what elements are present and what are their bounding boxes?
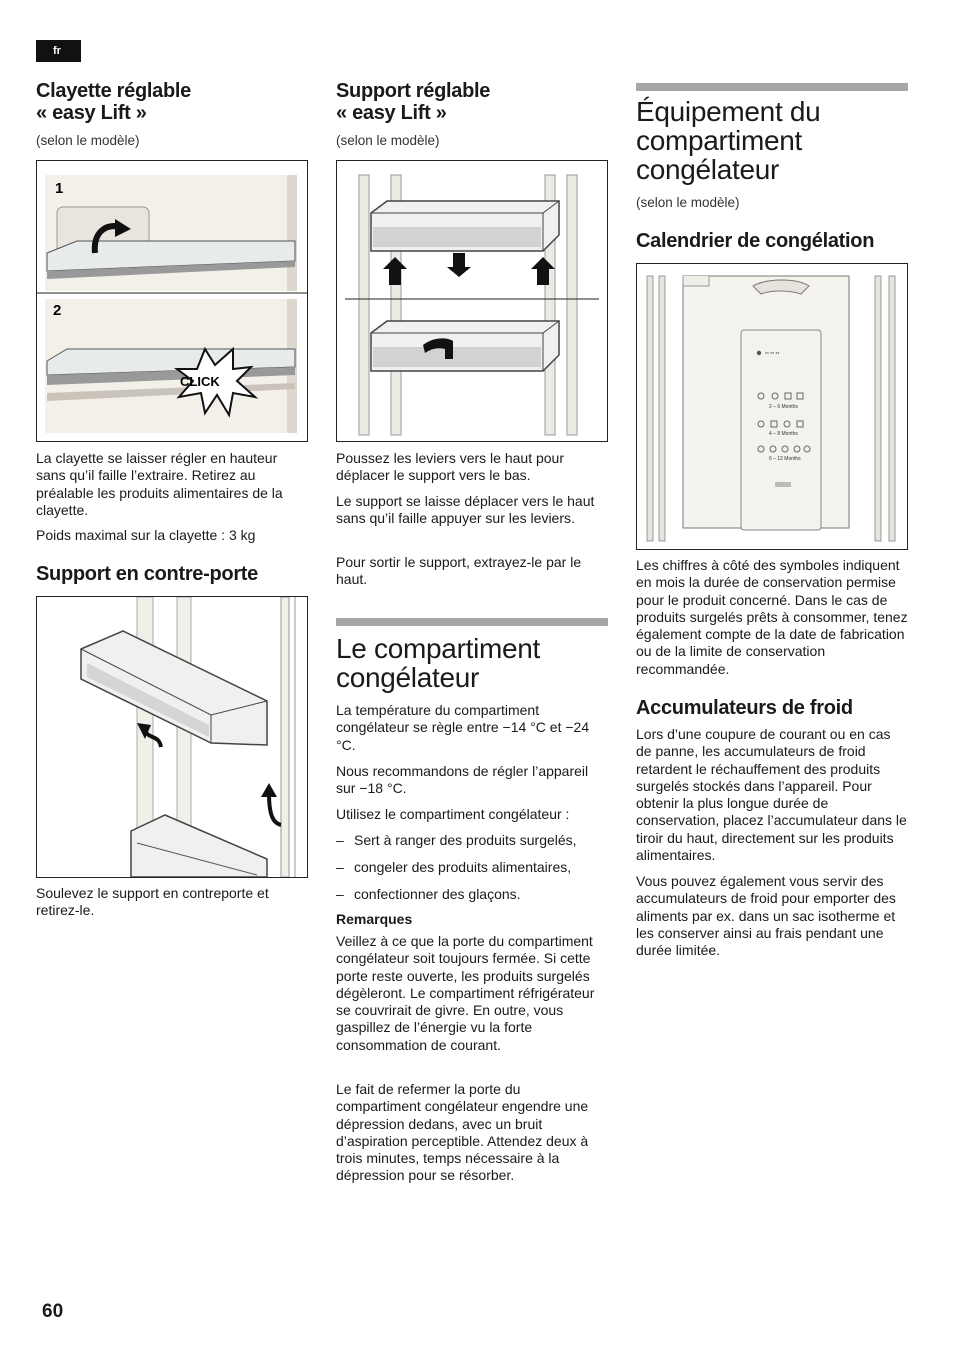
list-item: – congeler des produits alimentaires, [336, 859, 608, 886]
step-1-label: 1 [55, 180, 64, 197]
model-note: (selon le modèle) [36, 133, 140, 148]
paragraph: Veillez à ce que la porte du compartiment congélateur soit toujours fermée. Si cette porte reste ouverte, les produits surgelés dégèleront. Le compartiment réfrigérateur se couvrirait de givre. En outre, vous gaspillez de l’énergie vu la forte consommation de courant. [336, 933, 595, 1053]
heading-calendrier: Calendrier de congélation [636, 230, 875, 252]
paragraph: Les chiffres à côté des symboles indiquent en mois la durée de conservation permise pour le produit concerné. Dans le cas de produits surgelés prêts à consommer, tenez également compte de la date de fabrication ou de la limite de conservation recommandée. [636, 557, 908, 677]
calendar-row-2: 4 – 8 Months [769, 431, 798, 437]
paragraph: Le fait de refermer la porte du compartiment congélateur engendre une dépression dedans, avec un bruit d’aspiration perceptible. Attendez deux à trois minutes, temps nécessaire à la dépression pour se résorber. [336, 1081, 589, 1184]
paragraph: Poids maximal sur la clayette : 3 kg [36, 527, 256, 543]
remarks-title: Remarques [336, 911, 413, 927]
list-item: – confectionner des glaçons. [336, 886, 608, 913]
page-number: 60 [42, 1301, 64, 1322]
calendar-row-3: 6 – 12 Months [769, 456, 801, 462]
heading-support-contre-porte: Support en contre-porte [36, 563, 258, 585]
paragraph: Lors d’une coupure de courant ou en cas de panne, les accumulateurs de froid retardent le réchauffement des produits surgelés stockés dans l’appareil. Pour obtenir la plus longue durée de conservation, placez l’accumulateur dans le tiroir du haut, directement sur les produits alimentaires. [636, 726, 907, 864]
list-item: – Sert à ranger des produits surgelés, [336, 832, 608, 859]
paragraph: La clayette se laisser régler en hauteur sans qu’il faille l’extraire. Retirez au préalable les produits alimentaires de la clayette. [36, 450, 283, 518]
heading-line: congélateur [336, 662, 480, 693]
heading-line: compartiment [636, 125, 803, 156]
stars-label: ** ** ** [765, 352, 780, 358]
heading-support-reglable [336, 80, 608, 124]
model-note: (selon le modèle) [336, 133, 440, 148]
heading-line: Clayette réglable [36, 80, 191, 102]
heading-line: « easy Lift » [336, 102, 447, 124]
section-rule [336, 618, 608, 626]
paragraph: La température du compartiment congélateur se règle entre −14 °C et −24 °C. [336, 702, 590, 753]
heading-accumulateurs: Accumulateurs de froid [636, 697, 853, 719]
step-2-label: 2 [53, 302, 62, 319]
model-note: (selon le modèle) [636, 195, 740, 210]
paragraph: Poussez les leviers vers le haut pour déplacer le support vers le bas. [336, 450, 564, 484]
heading-line: Le compartiment [336, 633, 541, 664]
heading-compartiment-congelateur [336, 634, 608, 692]
heading-line: Équipement du [636, 96, 821, 127]
heading-line: congélateur [636, 154, 780, 185]
section-rule [636, 83, 908, 91]
usage-list [336, 832, 608, 913]
figure-clayette [36, 160, 308, 442]
paragraph: Le support se laisse déplacer vers le haut sans qu’il faille appuyer sur les leviers. [336, 493, 595, 527]
paragraph: Vous pouvez également vous servir des accumulateurs de froid pour emporter des aliments par ex. dans un sac isotherme et les conserver ainsi au frais pendant une durée limitée. [636, 873, 896, 959]
heading-clayette [36, 80, 308, 124]
paragraph: Pour sortir le support, extrayez-le par le haut. [336, 554, 582, 588]
figure-support-reglable [336, 160, 608, 442]
language-tag: fr [36, 40, 81, 62]
heading-line: Support réglable [336, 80, 491, 102]
paragraph: Soulevez le support en contreporte et retirez-le. [36, 885, 269, 919]
heading-equipement [636, 97, 908, 184]
figure-support-contre-porte [36, 596, 308, 878]
heading-line: « easy Lift » [36, 102, 147, 124]
paragraph: Nous recommandons de régler l’appareil sur −18 °C. [336, 763, 589, 797]
paragraph: Utilisez le compartiment congélateur : [336, 806, 570, 822]
figure-calendrier [636, 263, 908, 550]
click-label: CLICK [180, 374, 220, 389]
calendar-row-1: 2 – 6 Months [769, 404, 798, 410]
